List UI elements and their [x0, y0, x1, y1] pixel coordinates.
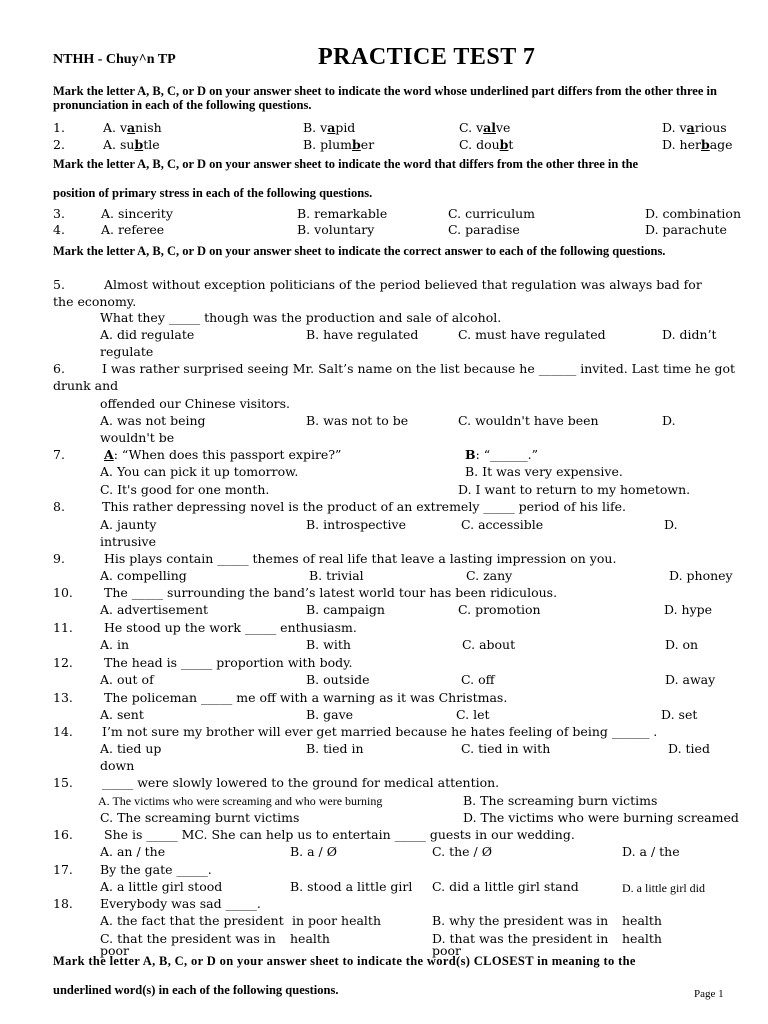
- option-d: D. that was the president in: [432, 931, 609, 946]
- option-c: C. valve: [459, 120, 511, 135]
- option-d: D. on: [665, 637, 699, 652]
- option-b-cont: health: [622, 913, 662, 928]
- option-b: B. stood a little girl: [290, 879, 413, 894]
- option-d: D.: [662, 413, 676, 428]
- instruction-stress-line2: position of primary stress in each of the following questions.: [53, 186, 373, 200]
- option-d: D. set: [661, 707, 698, 722]
- option-a: A. an / the: [100, 844, 166, 859]
- option-d-cont: regulate: [100, 344, 154, 359]
- option-c: C. accessible: [461, 517, 544, 532]
- question-number: 12.: [53, 655, 73, 670]
- option-d: D. phoney: [669, 568, 733, 583]
- option-d: D. didn’t: [662, 327, 717, 342]
- option-a: A. did regulate: [100, 327, 195, 342]
- option-d: D. away: [665, 672, 716, 687]
- option-b: B. voluntary: [297, 222, 375, 237]
- option-d: D. a / the: [622, 844, 680, 859]
- option-d: D. various: [662, 120, 727, 135]
- option-c: C. The screaming burnt victims: [100, 810, 300, 825]
- question-stem-cont: the economy.: [53, 294, 137, 309]
- option-a: A. tied up: [100, 741, 162, 756]
- question-number: 10.: [53, 585, 73, 600]
- option-a: A. advertisement: [100, 602, 209, 617]
- option-d: D. hype: [664, 602, 713, 617]
- option-a-cont: in poor health: [292, 913, 381, 928]
- question-number: 14.: [53, 724, 73, 739]
- question-number: 11.: [53, 620, 73, 635]
- option-b: B. trivial: [309, 568, 364, 583]
- option-b: B. introspective: [306, 517, 406, 532]
- option-b: B. a / Ø: [290, 844, 337, 859]
- question-stem: His plays contain _____ themes of real life that leave a lasting impression on you.: [104, 551, 617, 566]
- option-d: D.: [664, 517, 678, 532]
- question-number: 6.: [53, 361, 65, 376]
- option-c: C. off: [461, 672, 495, 687]
- question-number: 16.: [53, 827, 73, 842]
- instruction-pronunciation: Mark the letter A, B, C, or D on your answer sheet to indicate the word whose underlined part differs from the other three in pronunciation in each of the following questions.: [53, 84, 717, 112]
- question-stem: Everybody was sad _____.: [100, 896, 261, 911]
- question-stem-cont: drunk and: [53, 378, 119, 393]
- option-d: D. tied: [668, 741, 710, 756]
- option-a: A. compelling: [100, 568, 187, 583]
- option-b: B. It was very expensive.: [465, 464, 623, 479]
- option-b: B. outside: [306, 672, 370, 687]
- question-number: 4.: [53, 222, 65, 237]
- question-number: 9.: [53, 551, 65, 566]
- question-stem: This rather depressing novel is the product of an extremely _____ period of his life.: [102, 499, 627, 514]
- question-stem: She is _____ MC. She can help us to entertain _____ guests in our wedding.: [104, 827, 575, 842]
- option-a: A. subtle: [103, 137, 160, 152]
- option-d: D. a little girl did: [622, 881, 705, 895]
- option-b: B. gave: [306, 707, 354, 722]
- option-b: B. why the president was in: [432, 913, 609, 928]
- option-d: D. The victims who were burning screamed: [463, 810, 739, 825]
- header-source: NTHH - Chuy^n TP: [53, 52, 176, 67]
- option-b: B. have regulated: [306, 327, 419, 342]
- option-c: C. tied in with: [461, 741, 551, 756]
- option-b: B. was not to be: [306, 413, 409, 428]
- option-a: A. was not being: [100, 413, 206, 428]
- option-c: C. paradise: [448, 222, 520, 237]
- question-number: 8.: [53, 499, 65, 514]
- option-b: B. campaign: [306, 602, 385, 617]
- option-d: D. I want to return to my hometown.: [458, 482, 691, 497]
- option-d: D. parachute: [645, 222, 727, 237]
- instruction-stress-line1: Mark the letter A, B, C, or D on your answer sheet to indicate the word that differs from the other three in the: [53, 157, 639, 171]
- option-c: C. did a little girl stand: [432, 879, 579, 894]
- question-number: 5.: [53, 277, 65, 292]
- option-a: A. the fact that the president: [100, 913, 284, 928]
- option-a: A. You can pick it up tomorrow.: [100, 464, 299, 479]
- question-number: 2.: [53, 137, 65, 152]
- option-b: B. with: [306, 637, 351, 652]
- instruction-correct-answer: Mark the letter A, B, C, or D on your answer sheet to indicate the correct answer to each of the following questions.: [53, 244, 666, 258]
- option-a: A. sincerity: [101, 206, 173, 221]
- question-number: 13.: [53, 690, 73, 705]
- option-b: B. vapid: [303, 120, 356, 135]
- option-c: C. doubt: [459, 137, 514, 152]
- instruction-closest-line1: Mark the letter A, B, C, or D on your answer sheet to indicate the word(s) CLOSEST in meaning to the: [53, 954, 636, 968]
- instruction-closest-line2: underlined word(s) in each of the following questions.: [53, 983, 339, 997]
- option-a: A. in: [100, 637, 130, 652]
- question-stem: I’m not sure my brother will ever get married because he hates feeling of being ______ .: [102, 724, 658, 739]
- option-b: B. plumber: [303, 137, 375, 152]
- option-c: C. zany: [466, 568, 513, 583]
- question-stem: Almost without exception politicians of the period believed that regulation was always bad for: [104, 277, 702, 292]
- option-a: A. a little girl stood: [100, 879, 223, 894]
- option-c: C. wouldn't have been: [458, 413, 599, 428]
- question-stem: I was rather surprised seeing Mr. Salt’s name on the list because he ______ invited. Last time he got: [102, 361, 736, 376]
- option-d-cont: wouldn't be: [100, 430, 175, 445]
- option-a: A. referee: [101, 222, 165, 237]
- question-number: 18.: [53, 896, 73, 911]
- question-number: 1.: [53, 120, 65, 135]
- option-c: C. promotion: [458, 602, 541, 617]
- dialogue-a: A: “When does this passport expire?”: [104, 447, 342, 462]
- option-c: C. the / Ø: [432, 844, 492, 859]
- option-d: D. herbage: [662, 137, 733, 152]
- option-c-overflow: poor: [100, 943, 130, 958]
- option-d-cont: down: [100, 758, 135, 773]
- option-c: C. about: [462, 637, 516, 652]
- option-c-cont: health: [290, 931, 330, 946]
- question-number: 3.: [53, 206, 65, 221]
- option-c: C. let: [456, 707, 490, 722]
- question-stem-cont: What they _____ though was the production and sale of alcohol.: [100, 310, 502, 325]
- question-stem: The head is _____ proportion with body.: [104, 655, 353, 670]
- option-a: A. out of: [100, 672, 154, 687]
- option-b: B. The screaming burn victims: [463, 793, 658, 808]
- question-number: 17.: [53, 862, 73, 877]
- page-number: Page 1: [694, 988, 724, 1000]
- dialogue-b: B: “______.”: [465, 447, 539, 462]
- option-a: A. jaunty: [100, 517, 157, 532]
- question-number: 7.: [53, 447, 65, 462]
- question-stem: The _____ surrounding the band’s latest world tour has been ridiculous.: [104, 585, 558, 600]
- option-c: C. It's good for one month.: [100, 482, 270, 497]
- option-b: B. remarkable: [297, 206, 388, 221]
- page-title: PRACTICE TEST 7: [318, 44, 536, 70]
- question-stem: He stood up the work _____ enthusiasm.: [104, 620, 357, 635]
- question-stem: The policeman _____ me off with a warning as it was Christmas.: [104, 690, 508, 705]
- option-d: D. combination: [645, 206, 742, 221]
- option-c: C. that the president was in: [100, 931, 276, 946]
- option-c: C. must have regulated: [458, 327, 606, 342]
- option-c: C. curriculum: [448, 206, 536, 221]
- question-stem: By the gate _____.: [100, 862, 212, 877]
- option-d-cont: intrusive: [100, 534, 156, 549]
- option-d-cont: health: [622, 931, 662, 946]
- question-stem: _____ were slowly lowered to the ground for medical attention.: [102, 775, 500, 790]
- question-stem-cont: offended our Chinese visitors.: [100, 396, 290, 411]
- option-d-overflow: poor: [432, 943, 462, 958]
- option-a: A. The victims who were screaming and who were burning: [98, 794, 383, 808]
- option-a: A. vanish: [103, 120, 162, 135]
- option-b: B. tied in: [306, 741, 364, 756]
- option-a: A. sent: [100, 707, 144, 722]
- question-number: 15.: [53, 775, 73, 790]
